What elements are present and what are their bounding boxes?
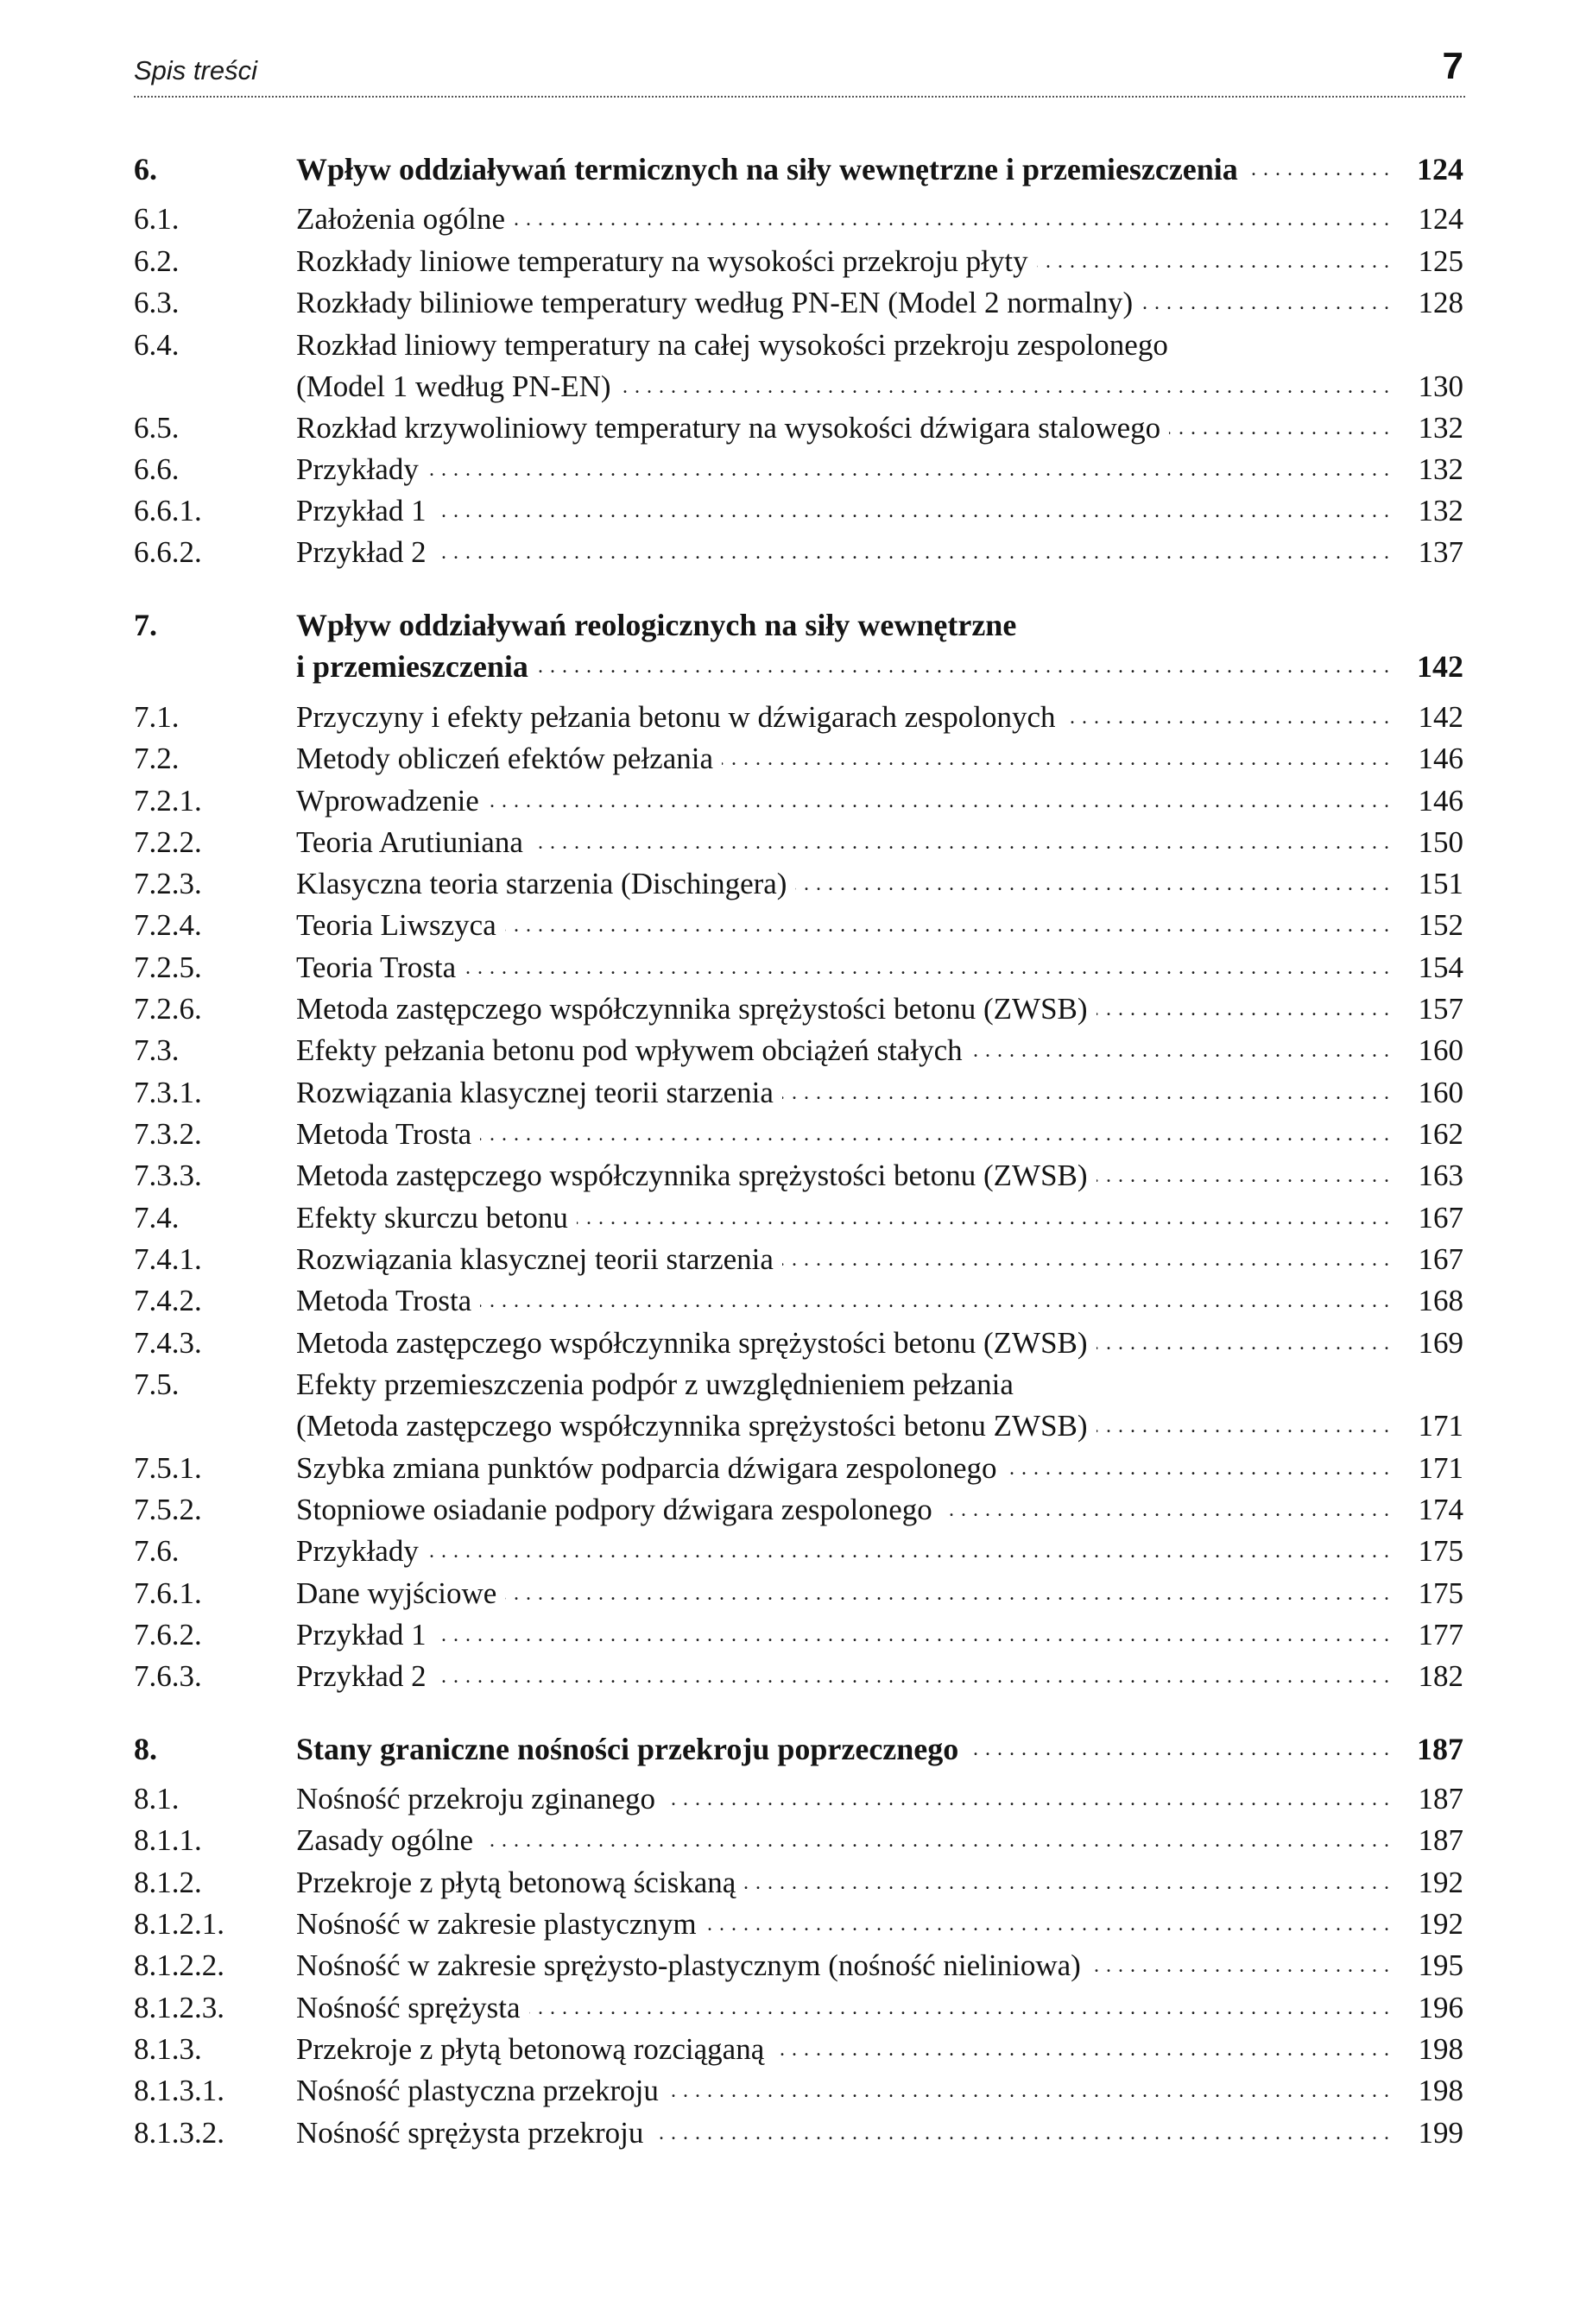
entry-title: i przemieszczenia [296,649,537,684]
entry-title: (Metoda zastępczego współczynnika sprężystości betonu ZWSB) [296,1409,1097,1443]
entry-page-number: 124 [1417,152,1463,186]
entry-title-with-leader [296,1489,1390,1531]
entry-title: Nośność plastyczna przekroju [296,2074,667,2107]
entry-title: Wpływ oddziaływań reologicznych na siły wewnętrzne [296,608,1025,642]
entry-number: 7.5. [134,1367,180,1401]
entry-title: Przykład 2 [296,535,435,569]
entry-page-number: 192 [1418,1907,1463,1941]
entry-number: 7.2.5. [134,950,202,984]
entry-number: 7.4.2. [134,1284,202,1317]
entry-title-with-leader [296,1728,1390,1770]
toc-entry[interactable] [0,1489,1580,1531]
entry-number: 7.6.3. [134,1659,202,1693]
entry-title: Metoda zastępczego współczynnika sprężystości betonu (ZWSB) [296,1326,1097,1360]
entry-page-number: 196 [1418,1991,1463,2024]
entry-number: 8.1.3.1. [134,2074,224,2107]
entry-title: Nośność przekroju zginanego [296,1782,664,1816]
entry-title: Przykłady [296,1534,427,1568]
entry-page-number: 150 [1418,825,1463,859]
entry-title-with-leader [296,1656,1390,1697]
toc-entry[interactable] [0,241,1580,282]
entry-title: Rozwiązania klasycznej teorii starzenia [296,1076,782,1109]
entry-page-number: 137 [1418,535,1463,569]
entry-number: 7.3. [134,1033,180,1067]
entry-title: Wpływ oddziaływań termicznych na siły wewnętrzne i przemieszczenia [296,152,1247,186]
entry-number: 7.4.1. [134,1242,202,1276]
entry-title-with-leader [296,646,1390,687]
entry-title: Przekroje z płytą betonową rozciąganą [296,2032,773,2066]
toc-entry[interactable] [0,282,1580,324]
header-divider [134,96,1465,98]
entry-title: Teoria Liwszyca [296,908,505,942]
entry-number: 6.6.1. [134,494,202,527]
entry-number: 8.1.2.1. [134,1907,224,1941]
entry-number: 7.6.1. [134,1576,202,1610]
toc-entry[interactable] [0,2029,1580,2070]
toc-entry[interactable] [0,947,1580,988]
entry-title-with-leader [296,604,1390,646]
entry-page-number: 128 [1418,286,1463,319]
toc-entry[interactable] [0,1862,1580,1904]
toc-entry[interactable] [0,1155,1580,1197]
toc-chapter-entry[interactable] [0,646,1580,687]
entry-title: Przekroje z płytą betonową ściskaną [296,1866,744,1899]
entry-number: 7.2.4. [134,908,202,942]
entry-page-number: 154 [1418,950,1463,984]
toc-entry[interactable] [0,738,1580,780]
entry-title-with-leader [296,697,1390,738]
entry-number: 7.1. [134,700,180,734]
toc-entry[interactable] [0,2070,1580,2112]
toc-entry[interactable] [0,863,1580,905]
toc-entry[interactable] [0,822,1580,863]
toc-entry[interactable] [0,1778,1580,1820]
entry-title: Rozkład krzywoliniowy temperatury na wysokości dźwigara stalowego [296,411,1169,445]
entry-title: Metoda zastępczego współczynnika sprężystości betonu (ZWSB) [296,1159,1097,1192]
entry-page-number: 132 [1418,411,1463,445]
entry-number: 8.1.3. [134,2032,202,2066]
entry-title: Rozkłady biliniowe temperatury według PN-EN (Model 2 normalny) [296,286,1141,319]
toc-entry[interactable] [0,697,1580,738]
entry-title: Nośność sprężysta przekroju [296,2116,652,2150]
entry-page-number: 162 [1418,1117,1463,1151]
entry-title-with-leader [296,282,1390,324]
entry-page-number: 169 [1418,1326,1463,1360]
entry-title-with-leader [296,1323,1390,1364]
entry-number: 7.5.2. [134,1493,202,1526]
entry-title-with-leader [296,738,1390,780]
toc-entry[interactable] [0,1364,1580,1405]
entry-page-number: 198 [1418,2032,1463,2066]
entry-page-number: 187 [1418,1823,1463,1857]
toc-entry[interactable] [0,449,1580,490]
entry-page-number: 175 [1418,1576,1463,1610]
entry-title-with-leader [296,1614,1390,1656]
entry-number: 7. [134,608,157,642]
entry-title: Przykłady [296,452,427,486]
entry-page-number: 199 [1418,2116,1463,2150]
entry-title: Przykład 2 [296,1659,435,1693]
entry-title-with-leader [296,366,1390,407]
entry-number: 8.1.2.3. [134,1991,224,2024]
toc-entry[interactable] [0,905,1580,946]
entry-number: 7.5.1. [134,1451,202,1485]
entry-number: 6.3. [134,286,180,319]
entry-page-number: 142 [1417,649,1463,684]
entry-page-number: 160 [1418,1076,1463,1109]
toc-entry[interactable] [0,1448,1580,1489]
entry-title: Dane wyjściowe [296,1576,505,1610]
toc-chapter-entry[interactable] [0,148,1580,190]
entry-title-with-leader [296,2029,1390,2070]
entry-title-with-leader [296,2112,1390,2154]
entry-page-number: 125 [1418,244,1463,278]
toc-entry[interactable] [0,1323,1580,1364]
entry-title-with-leader [296,1531,1390,1572]
toc-entry[interactable] [0,1114,1580,1155]
toc-entry[interactable] [0,1614,1580,1656]
entry-page-number: 192 [1418,1866,1463,1899]
entry-title-with-leader [296,1987,1390,2029]
toc-entry[interactable] [0,490,1580,532]
entry-page-number: 168 [1418,1284,1463,1317]
entry-title: Przykład 1 [296,1618,435,1651]
entry-page-number: 167 [1418,1201,1463,1235]
entry-number: 7.2. [134,742,180,775]
entry-title-with-leader [296,490,1390,532]
entry-number: 7.2.6. [134,992,202,1026]
entry-title: Metoda Trosta [296,1117,480,1151]
entry-page-number: 151 [1418,867,1463,900]
entry-number: 7.4. [134,1201,180,1235]
entry-number: 7.3.1. [134,1076,202,1109]
entry-number: 8.1.1. [134,1823,202,1857]
entry-page-number: 175 [1418,1534,1463,1568]
toc-entry[interactable] [0,1280,1580,1322]
entry-page-number: 130 [1418,369,1463,403]
entry-title: Efekty skurczu betonu [296,1201,577,1235]
entry-title: Rozwiązania klasycznej teorii starzenia [296,1242,782,1276]
toc-entry[interactable] [0,1197,1580,1239]
entry-title: Zasady ogólne [296,1823,482,1857]
entry-number: 7.2.3. [134,867,202,900]
entry-title: Nośność w zakresie sprężysto-plastycznym (nośność nieliniowa) [296,1948,1090,1982]
entry-page-number: 132 [1418,494,1463,527]
entry-title: Metoda zastępczego współczynnika sprężystości betonu (ZWSB) [296,992,1097,1026]
entry-number: 6.6.2. [134,535,202,569]
toc-entry[interactable] [0,1531,1580,1572]
entry-title-with-leader [296,1197,1390,1239]
entry-title: Założenia ogólne [296,202,514,236]
entry-title-with-leader [296,148,1390,190]
toc-entry[interactable] [0,2112,1580,2154]
toc-entry[interactable] [0,1239,1580,1280]
toc-entry[interactable] [0,1072,1580,1114]
entry-title-with-leader [296,905,1390,946]
toc-entry[interactable] [0,1820,1580,1861]
entry-number: 7.4.3. [134,1326,202,1360]
entry-title-with-leader [296,532,1390,573]
entry-page-number: 171 [1418,1451,1463,1485]
entry-title-with-leader [296,988,1390,1030]
entry-title: Metoda Trosta [296,1284,480,1317]
entry-page-number: 142 [1418,700,1463,734]
entry-title: Przyczyny i efekty pełzania betonu w dźwigarach zespolonych [296,700,1065,734]
entry-page-number: 163 [1418,1159,1463,1192]
toc-chapter-entry[interactable] [0,604,1580,646]
entry-title-with-leader [296,449,1390,490]
entry-title-with-leader [296,1778,1390,1820]
entry-title: Metody obliczeń efektów pełzania [296,742,722,775]
entry-title: Teoria Trosta [296,950,465,984]
entry-number: 7.2.2. [134,825,202,859]
entry-title-with-leader [296,863,1390,905]
toc-entry[interactable] [0,407,1580,449]
entry-title-with-leader [296,1904,1390,1945]
entry-number: 8.1.3.2. [134,2116,224,2150]
entry-page-number: 182 [1418,1659,1463,1693]
entry-page-number: 177 [1418,1618,1463,1651]
entry-number: 7.3.2. [134,1117,202,1151]
entry-title-with-leader [296,1364,1390,1405]
entry-title: Nośność sprężysta [296,1991,529,2024]
entry-number: 8.1.2.2. [134,1948,224,1982]
toc-entry[interactable] [0,988,1580,1030]
entry-title: (Model 1 według PN-EN) [296,369,620,403]
entry-title-with-leader [296,1820,1390,1861]
entry-number: 8.1.2. [134,1866,202,1899]
entry-title-with-leader [296,407,1390,449]
entry-title: Przykład 1 [296,494,435,527]
header-page-number: 7 [1442,45,1463,87]
entry-title: Efekty pełzania betonu pod wpływem obciążeń stałych [296,1033,971,1067]
entry-title: Klasyczna teoria starzenia (Dischingera) [296,867,795,900]
entry-title-with-leader [296,780,1390,822]
entry-page-number: 187 [1417,1732,1463,1766]
entry-title: Stany graniczne nośności przekroju poprzecznego [296,1732,967,1766]
toc-entry[interactable] [0,1656,1580,1697]
entry-page-number: 174 [1418,1493,1463,1526]
entry-title-with-leader [296,947,1390,988]
entry-title-with-leader [296,241,1390,282]
entry-title-with-leader [296,2070,1390,2112]
entry-page-number: 124 [1418,202,1463,236]
toc-chapter-entry[interactable] [0,1728,1580,1770]
entry-number: 6.6. [134,452,180,486]
entry-number: 6. [134,152,157,186]
entry-number: 8. [134,1732,157,1766]
toc-entry[interactable] [0,532,1580,573]
entry-title: Rozkład liniowy temperatury na całej wysokości przekroju zespolonego [296,328,1177,362]
entry-number: 7.6. [134,1534,180,1568]
entry-title-with-leader [296,1448,1390,1489]
entry-title-with-leader [296,1114,1390,1155]
entry-number: 6.1. [134,202,180,236]
entry-title: Nośność w zakresie plastycznym [296,1907,705,1941]
entry-title: Szybka zmiana punktów podparcia dźwigara zespolonego [296,1451,1006,1485]
toc-entry[interactable] [0,1945,1580,1986]
toc-entry[interactable] [0,1573,1580,1614]
entry-title-with-leader [296,1405,1390,1447]
entry-page-number: 152 [1418,908,1463,942]
entry-title-with-leader [296,199,1390,240]
entry-number: 6.2. [134,244,180,278]
entry-page-number: 146 [1418,742,1463,775]
entry-title-with-leader [296,1945,1390,1986]
entry-title-with-leader [296,822,1390,863]
toc-entry[interactable] [0,780,1580,822]
toc-entry[interactable] [0,325,1580,366]
header-title: Spis treści [134,55,257,85]
entry-title-with-leader [296,1155,1390,1197]
entry-title: Wprowadzenie [296,784,488,818]
entry-title-with-leader [296,1280,1390,1322]
entry-title: Rozkłady liniowe temperatury na wysokości przekroju płyty [296,244,1037,278]
entry-number: 6.5. [134,411,180,445]
entry-title-with-leader [296,1239,1390,1280]
entry-page-number: 187 [1418,1782,1463,1816]
entry-number: 7.3.3. [134,1159,202,1192]
entry-page-number: 146 [1418,784,1463,818]
entry-number: 6.4. [134,328,180,362]
entry-page-number: 167 [1418,1242,1463,1276]
entry-number: 8.1. [134,1782,180,1816]
entry-page-number: 171 [1418,1409,1463,1443]
toc-entry[interactable] [0,1030,1580,1071]
entry-title: Stopniowe osiadanie podpory dźwigara zespolonego [296,1493,941,1526]
entry-number: 7.2.1. [134,784,202,818]
entry-number: 7.6.2. [134,1618,202,1651]
entry-title-with-leader [296,1573,1390,1614]
entry-page-number: 157 [1418,992,1463,1026]
entry-title-with-leader [296,1072,1390,1114]
toc-entry[interactable] [0,366,1580,407]
toc-entry[interactable] [0,1987,1580,2029]
entry-title: Teoria Arutiuniana [296,825,532,859]
entry-page-number: 198 [1418,2074,1463,2107]
entry-title-with-leader [296,1862,1390,1904]
entry-page-number: 132 [1418,452,1463,486]
entry-title-with-leader [296,325,1390,366]
entry-page-number: 160 [1418,1033,1463,1067]
entry-title: Efekty przemieszczenia podpór z uwzględnieniem pełzania [296,1367,1022,1401]
toc-entry[interactable] [0,1405,1580,1447]
entry-page-number: 195 [1418,1948,1463,1982]
toc-entry[interactable] [0,199,1580,240]
toc-entry[interactable] [0,1904,1580,1945]
entry-title-with-leader [296,1030,1390,1071]
